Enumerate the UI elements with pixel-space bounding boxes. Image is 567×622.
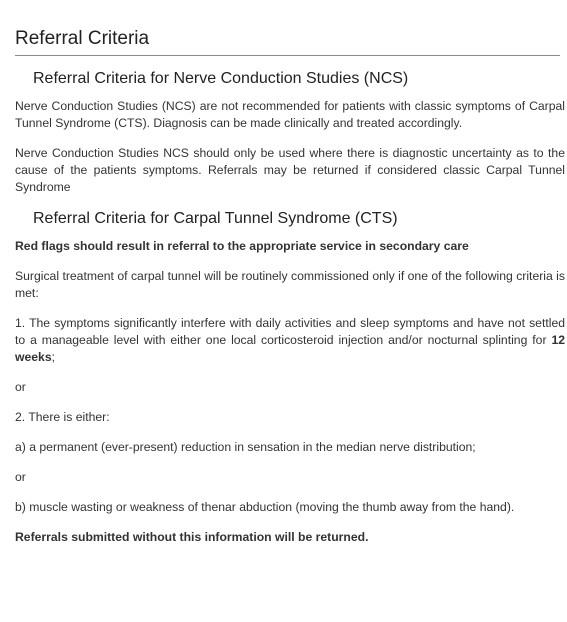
criterion-1-end: ; bbox=[51, 350, 55, 364]
criterion-2a: a) a permanent (ever-present) reduction in sensation in the median nerve distribution; bbox=[15, 440, 476, 454]
ncs-paragraph-1: Nerve Conduction Studies (NCS) are not recommended for patients with classic symptoms of Carpal Tunnel Syndrome (CTS). Diagnosis can be made clinically and treated accordingly. bbox=[15, 99, 565, 130]
section-title: Referral Criteria bbox=[15, 28, 560, 56]
or-separator-2: or bbox=[15, 470, 26, 484]
red-flags-note: Red flags should result in referral to the appropriate service in secondary care bbox=[15, 239, 469, 253]
criterion-2: 2. There is either: bbox=[15, 410, 110, 424]
cts-intro: Surgical treatment of carpal tunnel will be routinely commissioned only if one of the following criteria is met: bbox=[15, 269, 565, 300]
ncs-paragraph-2: Nerve Conduction Studies NCS should only be used where there is diagnostic uncertainty as to the cause of the patients symptoms. Referrals may be returned if considered classic Carpal Tunnel Syndrome bbox=[15, 146, 565, 194]
cts-heading: Referral Criteria for Carpal Tunnel Syndrome (CTS) bbox=[33, 210, 398, 227]
criterion-1-duration: 12 weeks bbox=[15, 333, 565, 364]
or-separator-1: or bbox=[15, 380, 26, 394]
ncs-heading: Referral Criteria for Nerve Conduction Studies (NCS) bbox=[33, 70, 409, 87]
footer-note: Referrals submitted without this information will be returned. bbox=[15, 530, 369, 544]
criterion-1-text: 1. The symptoms significantly interfere with daily activities and sleep symptoms and have not settled to a manageable level with either one local corticosteroid injection and/or nocturnal splinting for bbox=[15, 316, 565, 347]
criterion-1 bbox=[15, 315, 565, 366]
criterion-2b: b) muscle wasting or weakness of thenar abduction (moving the thumb away from the hand). bbox=[15, 500, 515, 514]
